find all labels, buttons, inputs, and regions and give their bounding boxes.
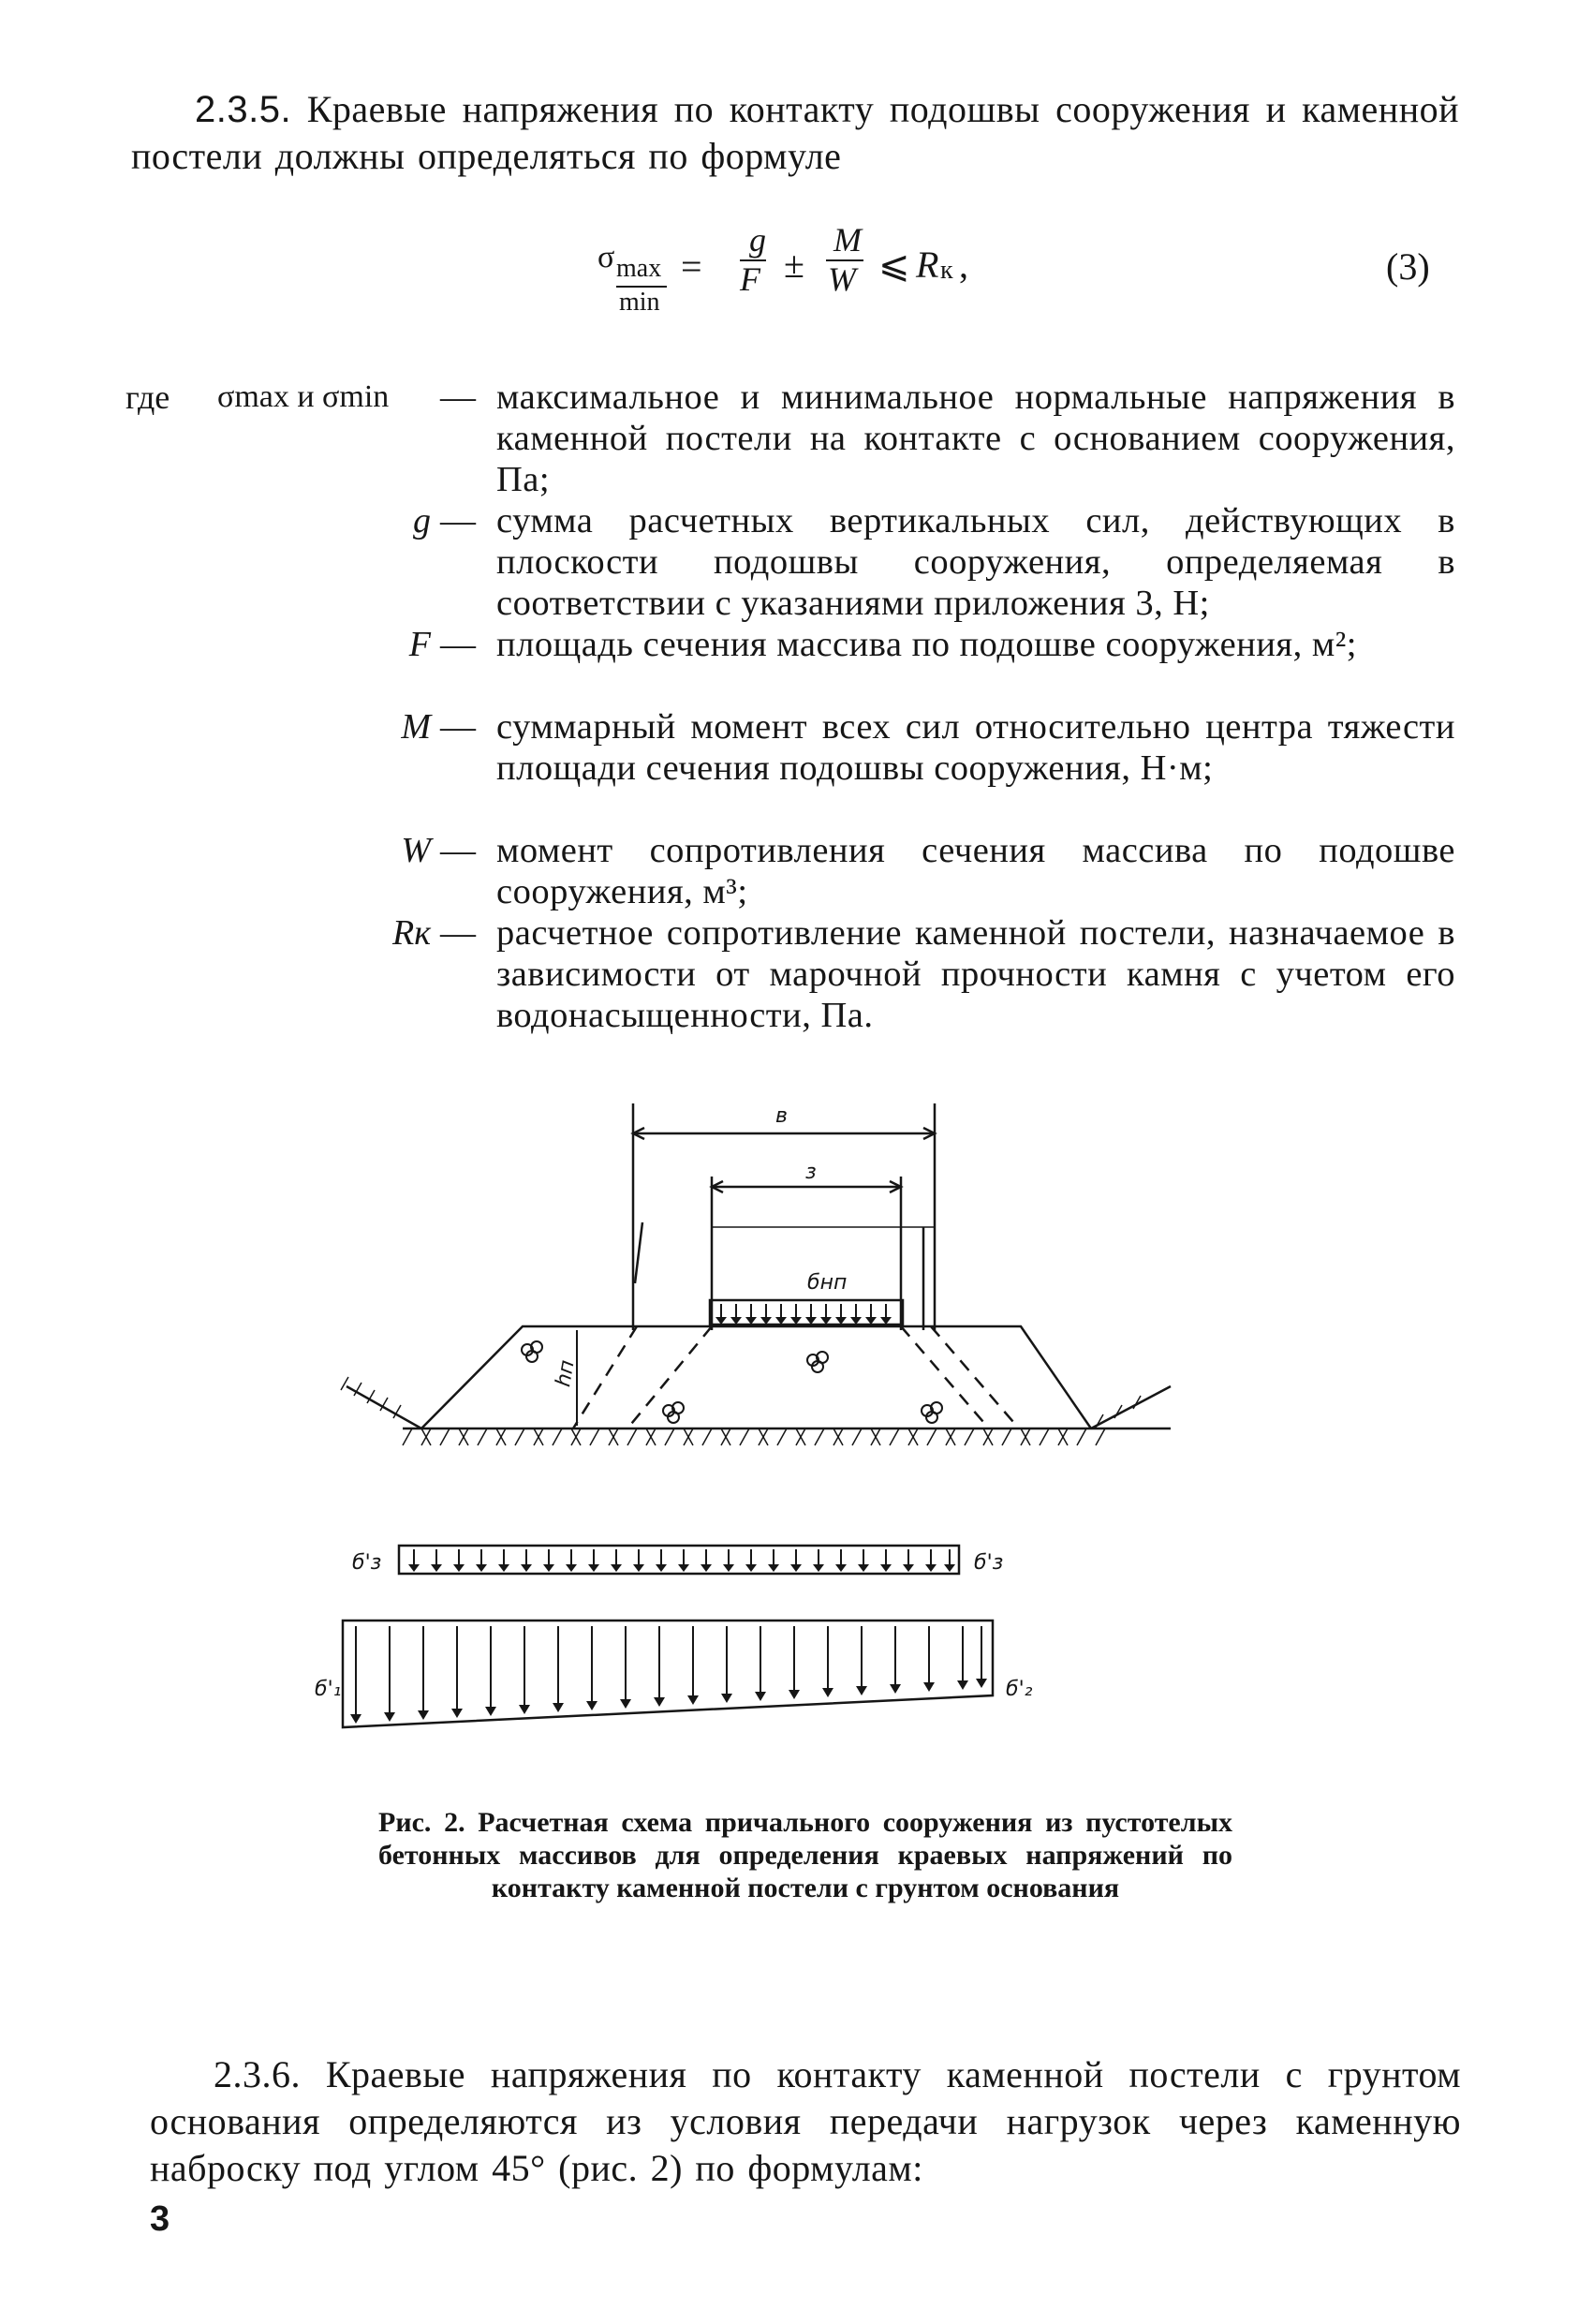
denominator-W: W (828, 260, 856, 298)
R-subscript: к (940, 256, 953, 285)
figure-caption: Рис. 2. Расчетная схема причального сооружения из пустотелых бетонных массивов для определения краевых напряжений по контакту каменной постели с грунтом основания (378, 1807, 1232, 1903)
formula-number: (3) (1386, 245, 1430, 288)
label-sigma1: б'₁ (315, 1678, 342, 1701)
def-W: момент сопротивления сечения массива по подошве сооружения, м³; (496, 831, 1455, 911)
symbol-F: F (408, 625, 431, 664)
subscript-max: max (616, 254, 662, 283)
section-text: Краевые напряжения по контакту подошвы сооружения и каменной постели должны определяться по формуле (131, 88, 1459, 177)
def-F: площадь сечения массива по подошве сооружения, м²; (496, 625, 1357, 664)
section-2-3-5 (131, 86, 1459, 180)
plus-minus: ± (784, 244, 804, 286)
stone-bed-outline (421, 1326, 1091, 1428)
sigma-max-min-symbol: σmax и σmin (217, 379, 390, 414)
numerator-g: g (749, 221, 766, 259)
symbol-Rk: Rк (392, 913, 431, 953)
section-number: 2.3.6. (214, 2053, 301, 2095)
leq-sign: ⩽ (878, 244, 910, 286)
dash-6: — (440, 913, 476, 953)
dash-4: — (440, 707, 476, 747)
R-symbol: R (916, 244, 939, 286)
numerator-M: M (833, 221, 862, 259)
page-number: 3 (150, 2199, 170, 2239)
label-B: в (775, 1104, 788, 1128)
dash-1: — (440, 377, 476, 417)
label-sigma3-right: б'з (974, 1551, 1004, 1575)
symbol-M: M (401, 707, 431, 747)
label-hn: hп (552, 1358, 580, 1389)
dash-3: — (440, 625, 476, 664)
def-Rk: расчетное сопротивление каменной постели, назначаемое в зависимости от марочной прочности камня с учетом его водонасыщенности, Па. (496, 913, 1455, 1035)
label-b: з (805, 1161, 817, 1184)
section-number: 2.3.5. (195, 89, 292, 130)
dash-5: — (440, 831, 476, 870)
symbol-g: g (413, 501, 431, 540)
denominator-F: F (740, 260, 760, 298)
formula-comma: , (959, 244, 968, 286)
subscript-min: min (619, 288, 660, 317)
symbol-sigma (217, 376, 436, 419)
sigma-symbol: σ (597, 240, 615, 274)
symbol-W: W (401, 831, 431, 870)
label-sigma2: б'₂ (1006, 1678, 1033, 1701)
equals-sign: = (681, 245, 702, 288)
def-M: суммарный момент всех сил относительно центра тяжести площади сечения подошвы сооружения, Н·м; (496, 707, 1455, 788)
section-2-3-6 (150, 2051, 1461, 2192)
where-label: где (125, 378, 170, 416)
section-text: Краевые напряжения по контакту каменной постели с грунтом основания определяются из условия передачи нагрузок через каменную наброску под углом 45° (рис. 2) по формулам: (150, 2053, 1461, 2189)
formula-3 (562, 220, 1461, 323)
label-sigma3-left: б'з (352, 1551, 382, 1575)
figure-2-diagram (315, 1096, 1264, 1752)
def-sigma: максимальное и минимальное нормальные напряжения в каменной постели на контакте с основанием сооружения, Па; (496, 377, 1455, 499)
label-sigma-np: бнп (807, 1271, 848, 1295)
def-g: сумма расчетных вертикальных сил, действующих в плоскости подошвы сооружения, определяемая в соответствии с указаниями приложения 3, Н; (496, 501, 1455, 623)
dash-2: — (440, 501, 476, 540)
